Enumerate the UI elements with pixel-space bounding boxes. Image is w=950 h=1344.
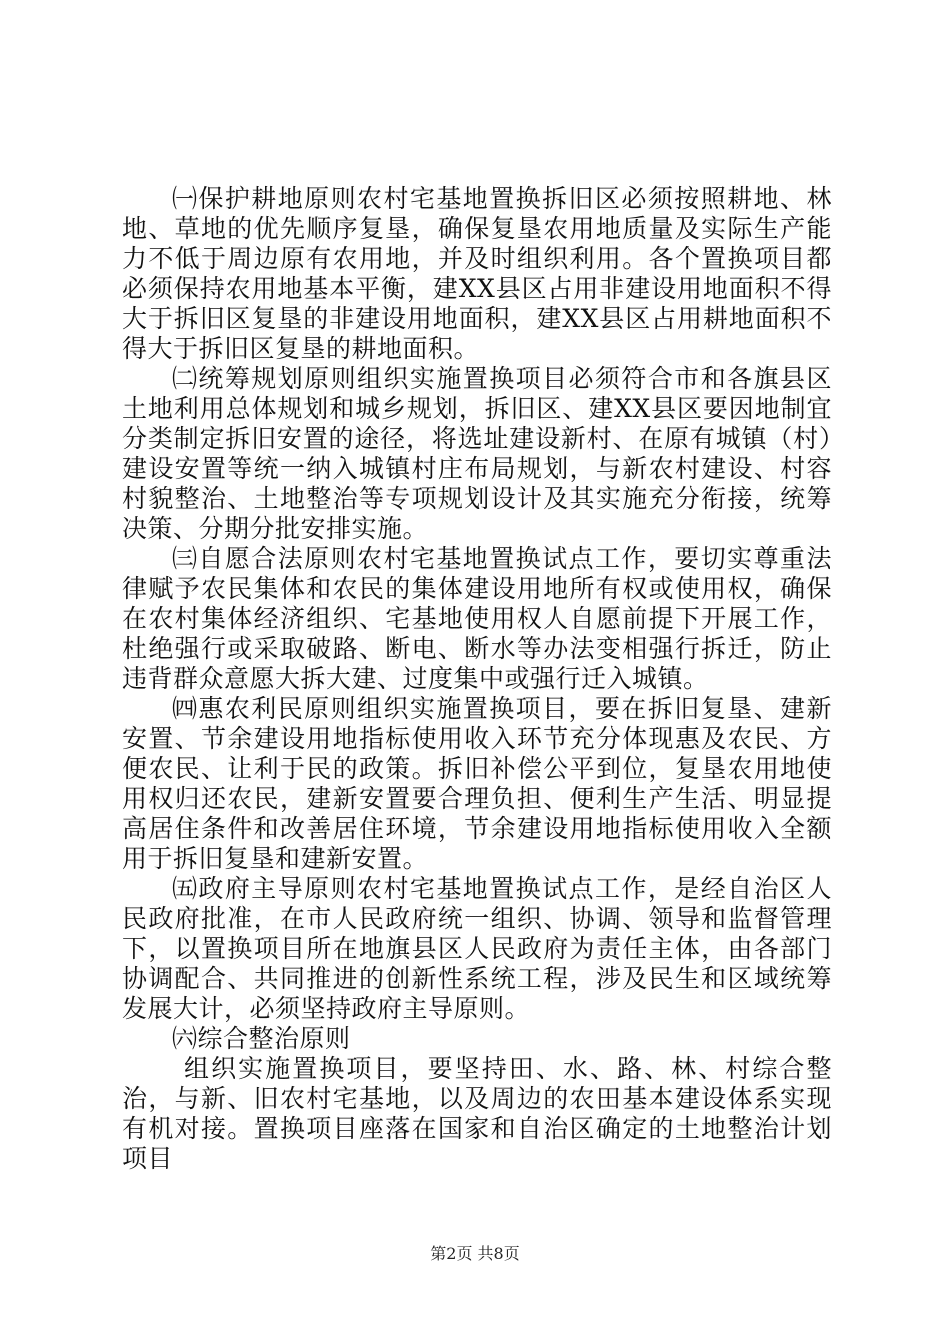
paragraph-government-led: ㈤政府主导原则农村宅基地置换试点工作，是经自治区人民政府批准，在市人民政府统一组织、协调、领导和监督管理下，以置换项目所在地旗县区人民政府为责任主体，由各部门协调配合、共同推进的创新性系统工程，涉及民生和区域统筹发展大计，必须坚持政府主导原则。 <box>122 874 832 1023</box>
paragraph-voluntary-legal: ㈢自愿合法原则农村宅基地置换试点工作，要切实尊重法律赋予农民集体和农民的集体建设用地所有权或使用权，确保在农村集体经济组织、宅基地使用权人自愿前提下开展工作，杜绝强行或采取破路、断电、断水等办法变相强行拆迁，防止违背群众意愿大拆大建、过度集中或强行迁入城镇。 <box>122 544 832 693</box>
heading-comprehensive-remediation: ㈥综合整治原则 <box>172 1024 351 1053</box>
paragraph-comprehensive-remediation: 组织实施置换项目，要坚持田、水、路、林、村综合整治，与新、旧农村宅基地，以及周边的农田基本建设体系实现有机对接。置换项目座落在国家和自治区确定的土地整治计划项目 <box>122 1054 832 1173</box>
paragraph-overall-planning: ㈡统筹规划原则组织实施置换项目必须符合市和各旗县区土地利用总体规划和城乡规划，拆旧区、建XX县区要因地制宜分类制定拆旧安置的途径，将选址建设新村、在原有城镇（村）建设安置等统一纳入城镇村庄布局规划，与新农村建设、村容村貌整治、土地整治等专项规划设计及其实施充分衔接，统筹决策、分期分批安排实施。 <box>122 364 832 543</box>
paragraph-benefit-farmers: ㈣惠农利民原则组织实施置换项目，要在拆旧复垦、建新安置、节余建设用地指标使用收入环节充分体现惠及农民、方便农民、让利于民的政策。拆旧补偿公平到位，复垦农用地使用权归还农民，建新安置要合理负担、便利生产生活、明显提高居住条件和改善居住环境，节余建设用地指标使用收入全额用于拆旧复垦和建新安置。 <box>122 694 832 873</box>
paragraph-protect-farmland: ㈠保护耕地原则农村宅基地置换拆旧区必须按照耕地、林地、草地的优先顺序复垦，确保复垦农用地质量及实际生产能力不低于周边原有农用地，并及时组织利用。各个置换项目都必须保持农用地基本平衡，建XX县区占用非建设用地面积不得大于拆旧区复垦的非建设用地面积，建XX县区占用耕地面积不得大于拆旧区复垦的耕地面积。 <box>122 184 832 363</box>
page-number-footer: 第2页 共8页 <box>430 1244 520 1263</box>
document-body <box>122 184 832 1174</box>
